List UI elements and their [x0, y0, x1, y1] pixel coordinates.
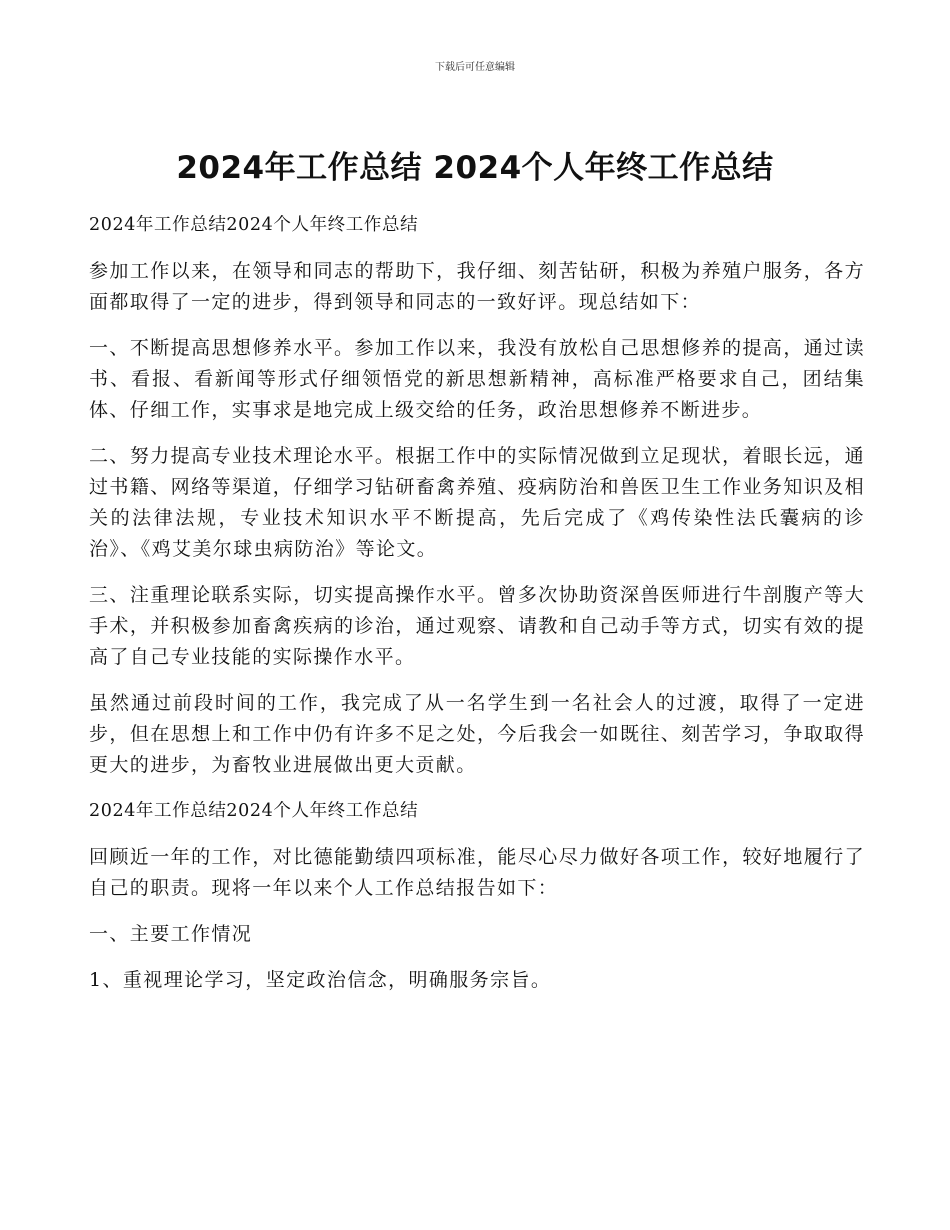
page-title: 2024年工作总结 2024个人年终工作总结 — [176, 150, 774, 186]
subtitle-paragraph: 2024年工作总结2024个人年终工作总结 — [89, 215, 419, 235]
point-two-paragraph: 二、努力提高专业技术理论水平。根据工作中的实际情况做到立足现状，着眼长远，通过书籍、网络等渠道，仔细学习钻研畜禽养殖、疫病防治和兽医卫生工作业务知识及相关的法律法规，专业技术知识水平不断提高，先后完成了《鸡传染性法氏囊病的诊治》、《鸡艾美尔球虫病防治》等论文。 — [89, 445, 865, 560]
intro-paragraph: 参加工作以来，在领导和同志的帮助下，我仔细、刻苦钻研，积极为养殖户服务，各方面都取得了一定的进步，得到领导和同志的一致好评。现总结如下： — [89, 260, 865, 313]
second-intro-paragraph: 回顾近一年的工作，对比德能勤绩四项标准，能尽心尽力做好各项工作，较好地履行了自己的职责。现将一年以来个人工作总结报告如下： — [89, 846, 865, 899]
point-one-paragraph: 一、不断提高思想修养水平。参加工作以来，我没有放松自己思想修养的提高，通过读书、看报、看新闻等形式仔细领悟党的新思想新精神，高标准严格要求自己，团结集体、仔细工作，实事求是地完成上级交给的任务，政治思想修养不断进步。 — [89, 337, 865, 421]
conclusion-paragraph: 虽然通过前段时间的工作，我完成了从一名学生到一名社会人的过渡，取得了一定进步，但在思想上和工作中仍有许多不足之处，今后我会一如既往、刻苦学习，争取取得更大的进步，为畜牧业进展做出更大贡献。 — [89, 692, 865, 776]
document-body — [89, 210, 865, 1011]
point-three-paragraph: 三、注重理论联系实际，切实提高操作水平。曾多次协助资深兽医师进行牛剖腹产等大手术，并积极参加畜禽疾病的诊治，通过观察、请教和自己动手等方式，切实有效的提高了自己专业技能的实际操作水平。 — [89, 584, 865, 668]
header-note: 下载后可任意编辑 — [435, 62, 515, 73]
section-heading: 一、主要工作情况 — [89, 923, 253, 945]
second-subtitle-paragraph: 2024年工作总结2024个人年终工作总结 — [89, 801, 419, 821]
list-item: 1、重视理论学习，坚定政治信念，明确服务宗旨。 — [89, 969, 552, 991]
